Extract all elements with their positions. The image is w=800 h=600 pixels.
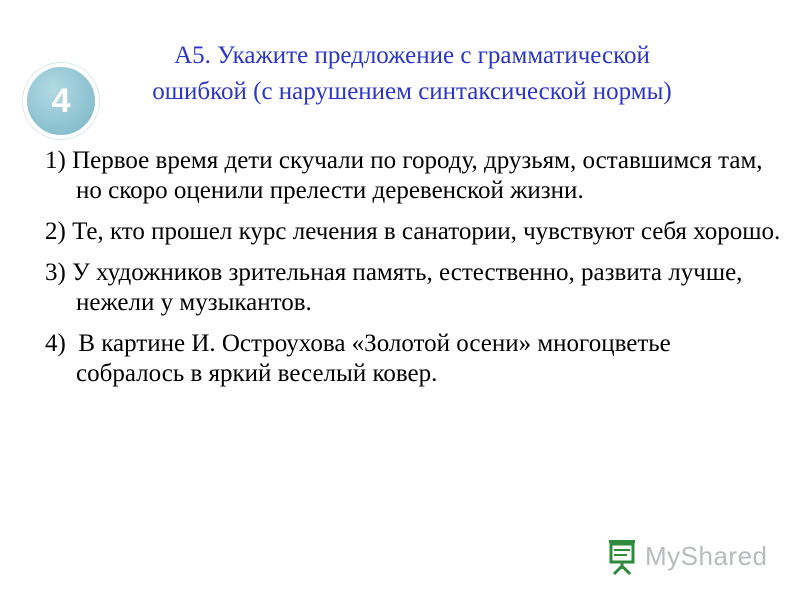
option-text: В картине И. Остроухова «Золотой осени» многоцветье собралось в яркий веселый ковер. [76, 330, 671, 387]
answer-option-2 [45, 217, 785, 247]
watermark-text: MyShared [645, 540, 768, 571]
answer-option-3 [45, 258, 785, 318]
option-number: 3) [45, 259, 73, 286]
answer-options [45, 146, 785, 400]
title-line-1: А5. Укажите предложение с грамматической [174, 42, 650, 69]
slide-number-badge [23, 63, 99, 139]
title-line-2: ошибкой (с нарушением синтаксической нормы) [152, 78, 672, 105]
option-number: 4) [45, 330, 79, 357]
option-number: 1) [45, 147, 73, 174]
option-text: Те, кто прошел курс лечения в санатории, чувствуют себя хорошо. [72, 218, 781, 245]
option-text: У художников зрительная память, естественно, развита лучше, нежели у музыкантов. [72, 259, 743, 316]
myshared-watermark [605, 537, 768, 577]
badge-number: 4 [51, 82, 71, 120]
option-number: 2) [45, 218, 73, 245]
question-title [62, 38, 762, 110]
option-text: Первое время дети скучали по городу, друзьям, оставшимся там, но скоро оценили прелести деревенской жизни. [72, 147, 763, 204]
answer-option-4 [45, 329, 785, 389]
projector-screen-icon [605, 539, 639, 575]
answer-option-1 [45, 146, 785, 206]
